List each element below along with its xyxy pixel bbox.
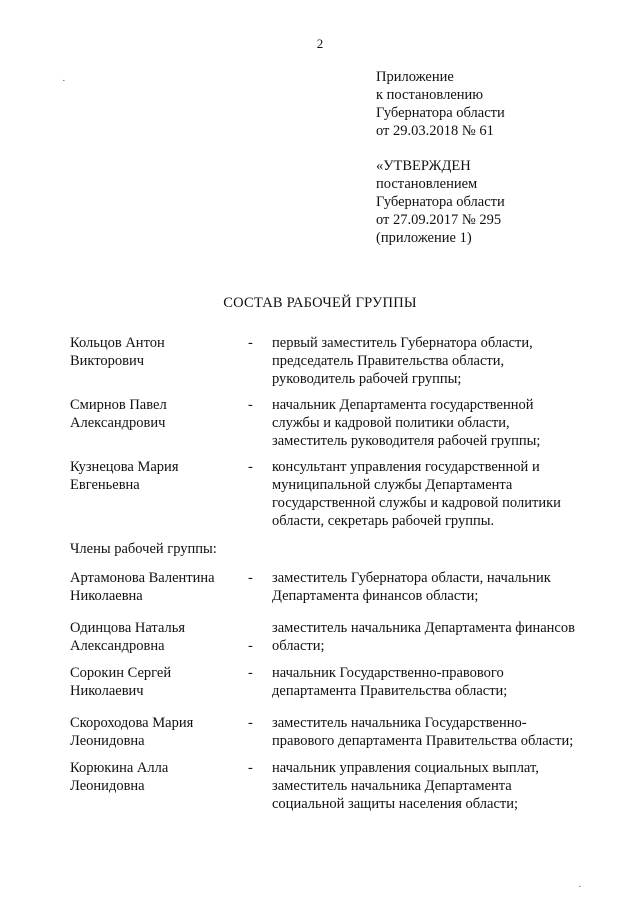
appendix-line: от 29.03.2018 № 61: [376, 123, 494, 139]
member-name-line: Смирнов Павел: [70, 397, 167, 413]
member-row: [70, 759, 590, 821]
member-name: [70, 569, 245, 605]
member-name-line: Кольцов Антон: [70, 335, 165, 351]
member-name-line: Артамонова Валентина: [70, 570, 215, 586]
member-name-line: Сорокин Сергей: [70, 665, 172, 681]
appendix-line: Губернатора области: [376, 105, 505, 121]
member-row: [70, 569, 590, 619]
member-name-line: Леонидовна: [70, 733, 145, 749]
member-role-line: начальник управления социальных выплат,: [272, 760, 539, 776]
member-role: [272, 664, 590, 700]
member-role-line: заместитель Губернатора области, начальник: [272, 570, 551, 586]
dash-separator: -: [248, 760, 253, 776]
working-group-list: [70, 334, 590, 821]
member-role-line: Департамента финансов области;: [272, 588, 479, 604]
approved-line: (приложение 1): [376, 230, 472, 246]
member-name: [70, 334, 245, 370]
member-name-line: Корюкина Алла: [70, 760, 169, 776]
member-name-line: Николаевич: [70, 683, 144, 699]
scan-speck: ·: [62, 75, 66, 87]
member-role: [272, 458, 590, 530]
member-role: [272, 759, 590, 813]
appendix-line: Приложение: [376, 69, 454, 85]
member-role-line: заместитель начальника Департамента финансов: [272, 620, 575, 636]
member-role-line: заместитель начальника Департамента: [272, 778, 512, 794]
member-role-line: заместитель начальника Государственно-: [272, 715, 527, 731]
member-role-line: муниципальной службы Департамента: [272, 477, 513, 493]
dash-separator: -: [248, 638, 253, 654]
approved-line: постановлением: [376, 176, 478, 192]
approval-block: [376, 68, 505, 247]
dash-separator: -: [248, 335, 253, 351]
member-row: [70, 664, 590, 714]
member-role-line: правового департамента Правительства области;: [272, 733, 574, 749]
member-role-line: заместитель руководителя рабочей группы;: [272, 433, 541, 449]
member-name-line: Одинцова Наталья: [70, 620, 186, 636]
member-role-line: государственной службы и кадровой политики: [272, 495, 561, 511]
member-role: [272, 396, 590, 450]
member-name: [70, 458, 245, 494]
document-title: СОСТАВ РАБОЧЕЙ ГРУППЫ: [223, 295, 417, 311]
member-role-line: руководитель рабочей группы;: [272, 371, 462, 387]
member-name-line: Скороходова Мария: [70, 715, 194, 731]
member-role-line: консультант управления государственной и: [272, 459, 540, 475]
member-name: [70, 619, 245, 655]
member-name: [70, 759, 245, 795]
dash-separator: -: [248, 665, 253, 681]
member-row-deputy: [70, 396, 590, 458]
member-name-line: Александровна: [70, 638, 165, 654]
member-name-line: Викторович: [70, 353, 145, 369]
member-name-line: Евгеньевна: [70, 477, 140, 493]
member-name-line: Кузнецова Мария: [70, 459, 179, 475]
dash-separator: -: [248, 459, 253, 475]
approved-line: Губернатора области: [376, 194, 505, 210]
member-role-line: области, секретарь рабочей группы.: [272, 513, 495, 529]
dash-separator: -: [248, 715, 253, 731]
member-role-line: службы и кадровой политики области,: [272, 415, 510, 431]
member-role: [272, 569, 590, 605]
approved-line: от 27.09.2017 № 295: [376, 212, 502, 228]
appendix-line: к постановлению: [376, 87, 484, 103]
member-role: [272, 714, 590, 750]
member-role-line: начальник Государственно-правового: [272, 665, 504, 681]
member-row: [70, 619, 590, 664]
approved-line: «УТВЕРЖДЕН: [376, 158, 471, 174]
dash-separator: -: [248, 570, 253, 586]
member-name: [70, 714, 245, 750]
member-row: [70, 714, 590, 759]
member-role-line: департамента Правительства области;: [272, 683, 508, 699]
member-role-line: начальник Департамента государственной: [272, 397, 534, 413]
members-section-label: Члены рабочей группы:: [70, 541, 217, 557]
scan-speck: ·: [578, 881, 582, 893]
member-row-leader: [70, 334, 590, 396]
member-name-line: Николаевна: [70, 588, 143, 604]
member-name-line: Леонидовна: [70, 778, 145, 794]
member-role: [272, 334, 590, 388]
member-role-line: социальной защиты населения области;: [272, 796, 519, 812]
member-role-line: первый заместитель Губернатора области,: [272, 335, 533, 351]
member-name: [70, 664, 245, 700]
member-name: [70, 396, 245, 432]
page-number: 2: [316, 36, 324, 51]
dash-separator: -: [248, 397, 253, 413]
member-name-line: Александрович: [70, 415, 166, 431]
member-role: [272, 619, 590, 655]
member-role-line: председатель Правительства области,: [272, 353, 505, 369]
member-row-secretary: [70, 458, 590, 540]
member-role-line: области;: [272, 638, 325, 654]
